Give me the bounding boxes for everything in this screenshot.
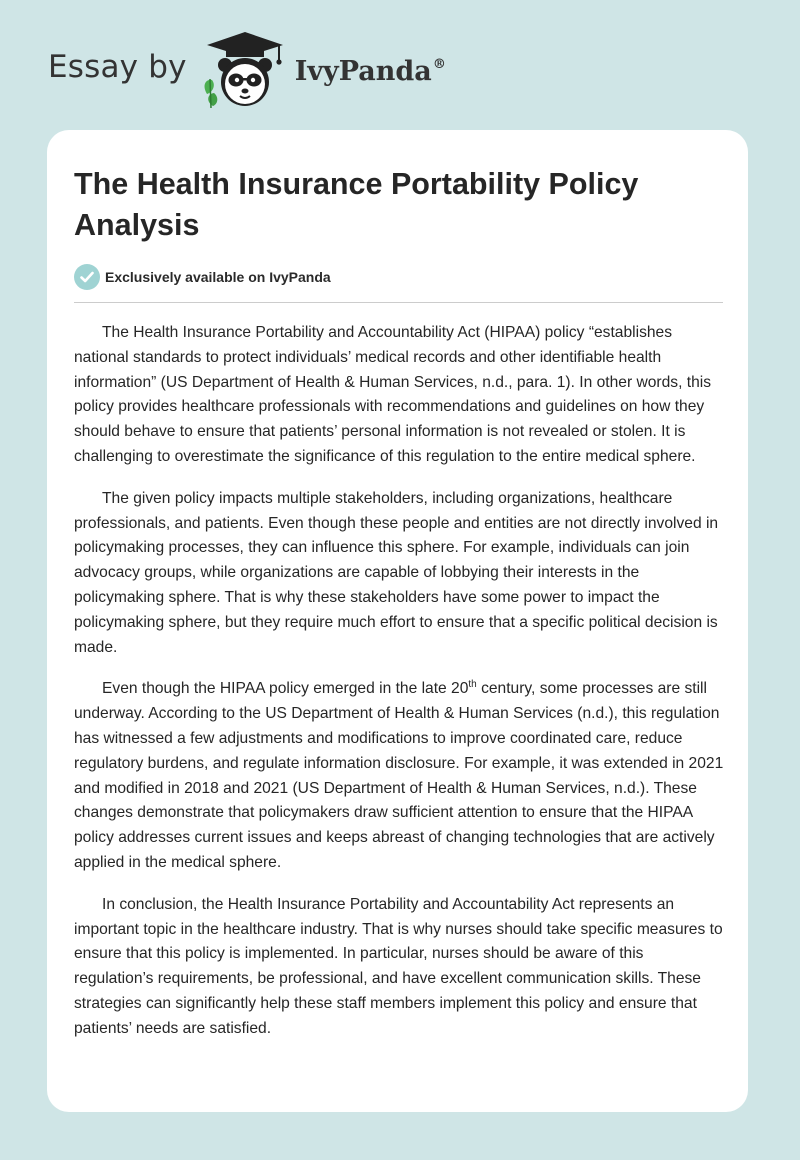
panda-graduate-icon[interactable] — [199, 30, 291, 110]
essay-card — [47, 130, 748, 1112]
exclusive-badge — [74, 264, 331, 290]
paragraph: The given policy impacts multiple stakeholders, including organizations, healthcare professionals, and patients. Even though these people and entities are not directly involved in policymaking processes, they can influence this sphere. For example, individuals can join advocacy groups, while organizations are capable of lobbying their interests in the policymaking sphere. That is why these stakeholders have some power to impact the policymaking sphere, but they require much effort to ensure that a specific political decision is made. — [74, 489, 719, 656]
check-circle-icon — [74, 264, 100, 290]
site-header — [48, 30, 446, 110]
badge-text: Exclusively available on IvyPanda — [105, 269, 331, 285]
divider — [74, 302, 723, 303]
essay-body — [74, 321, 726, 1059]
registered-mark: ® — [432, 56, 446, 72]
paragraph: The Health Insurance Portability and Accountability Act (HIPAA) policy “establishes national standards to protect individuals’ medical records and other identifiable health information” (US Department of Health & Human Services, n.d., para. 1). In other words, this policy provides healthcare professionals with recommendations and guidelines on how they should behave to ensure that patients’ personal information is not revealed or stolen. It is challenging to overestimate the significance of this regulation to the entire medical sphere. — [74, 324, 712, 465]
brand-name[interactable]: IvyPanda® — [294, 55, 446, 87]
paragraph: Even though the HIPAA policy emerged in the late 20th century, some processes are still underway. According to the US Department of Health & Human Services (n.d.), this regulation has witnessed a few adjustments and modifications to improve coordinated care, reduce regulatory burdens, and regulate information disclosure. For example, it was extended in 2021 and modified in 2018 and 2021 (US Department of Health & Human Services, n.d.). These changes demonstrate that policymakers draw sufficient attention to ensure that the HIPAA policy addresses current issues and keeps abreast of changing technologies that are actively applied in the medical sphere. — [74, 679, 724, 871]
essay-by-label: Essay by — [48, 49, 187, 85]
paragraph: In conclusion, the Health Insurance Portability and Accountability Act represents an important topic in the healthcare industry. That is why nurses should take specific measures to ensure that this policy is implemented. In particular, nurses should be aware of this regulation’s requirements, be professional, and have excellent communication skills. These strategies can significantly help these staff members implement this policy and ensure that patients’ needs are satisfied. — [74, 895, 723, 1037]
ordinal-suffix: th — [468, 679, 477, 691]
page-title: The Health Insurance Portability Policy Analysis — [74, 167, 639, 242]
